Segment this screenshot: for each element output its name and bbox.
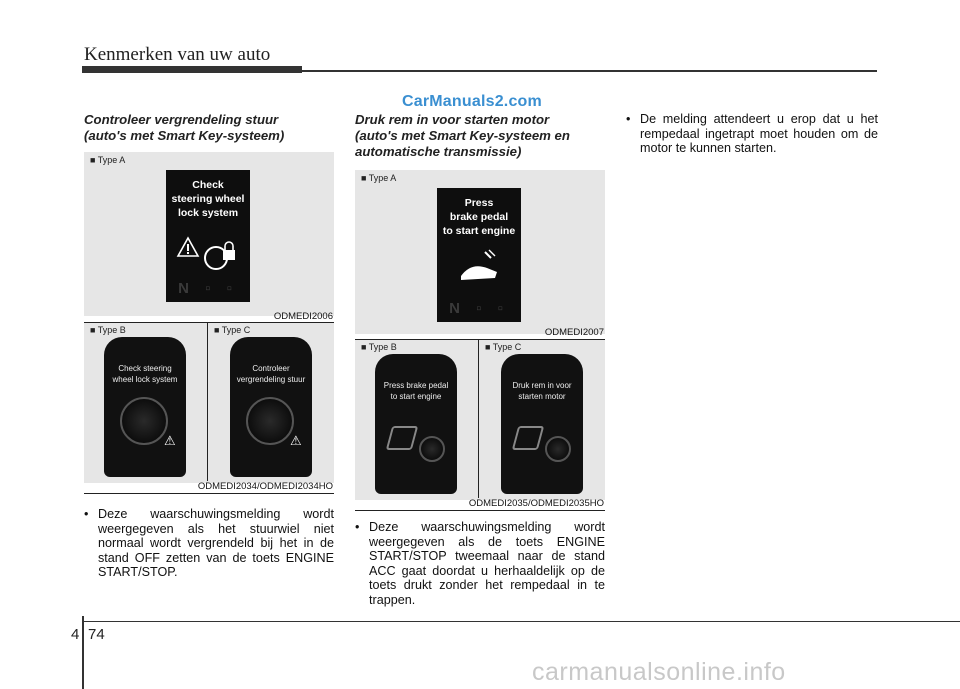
- steering-lock-icon: [176, 236, 242, 276]
- cluster-type-b: [104, 337, 186, 477]
- figure-type-bc-brake: [355, 340, 605, 500]
- type-label-text: Type A: [368, 173, 397, 183]
- figure-type-a-steering: [84, 152, 334, 316]
- cluster-line: Press brake pedal: [383, 381, 449, 390]
- figure-code: ODMEDI2007: [544, 327, 604, 338]
- bullet-paragraph: [626, 112, 878, 156]
- figure-vertical-divider: [207, 323, 208, 481]
- bullet-mark: •: [355, 520, 360, 534]
- warning-icon: ⚠: [164, 433, 176, 448]
- type-label-text: Type A: [97, 155, 126, 165]
- header-rule: [300, 70, 877, 72]
- bullet-mark: •: [84, 507, 89, 521]
- cluster-message: [230, 363, 312, 385]
- lcd-screen-steering: [166, 170, 250, 302]
- bullet-text: Deze waarschuwingsmelding wordt weergegeven als de toets ENGINE START/STOP tweemaal naar de stand ACC gaat doordat u herhaaldelijk op de toets drukt zonder het rempedaal in te trappen.: [369, 520, 605, 607]
- type-label-text: Type C: [492, 342, 522, 352]
- lcd-line: Check: [192, 179, 224, 191]
- brake-pedal-icon: [386, 426, 418, 450]
- cluster-message: [375, 380, 457, 402]
- cluster-message: [104, 363, 186, 385]
- running-header: Kenmerken van uw auto: [84, 44, 271, 65]
- figure-divider: [355, 510, 605, 511]
- section-title-line: (auto's met Smart Key-systeem): [84, 128, 285, 143]
- cluster-line: Druk rem in voor: [512, 381, 572, 390]
- warning-icon: ⚠: [290, 433, 302, 448]
- bullet-text: Deze waarschuwingsmelding wordt weergegeven als het stuurwiel niet normaal wordt vergrendeld bij het in de stand OFF zetten van de toets ENGINE START/STOP.: [98, 507, 334, 580]
- brake-pedal-icon: [457, 246, 501, 284]
- footer-rule: [82, 621, 960, 622]
- type-label-text: Type B: [368, 342, 397, 352]
- type-c-label: ■ Type C: [485, 342, 522, 352]
- figure-divider: [84, 493, 334, 494]
- cluster-line: vergrendeling stuur: [236, 375, 306, 384]
- cluster-line: to start engine: [390, 392, 442, 401]
- type-b-label: ■ Type B: [90, 325, 126, 335]
- bullet-paragraph: [355, 520, 605, 608]
- type-label-text: Type B: [97, 325, 126, 335]
- type-label-text: Type C: [221, 325, 251, 335]
- steering-wheel-icon: [120, 397, 168, 445]
- figure-type-bc-steering: [84, 323, 334, 483]
- lcd-line: to start engine: [442, 225, 516, 237]
- section-title-line: Druk rem in voor starten motor: [355, 112, 550, 127]
- lcd-line: brake pedal: [449, 211, 509, 223]
- lcd-message: [437, 188, 521, 238]
- section-number: 4: [71, 626, 80, 643]
- start-button-icon: [419, 436, 445, 462]
- cluster-type-c: [230, 337, 312, 477]
- figure-type-a-brake: [355, 170, 605, 334]
- figure-vertical-divider: [478, 340, 479, 498]
- lcd-message: [166, 170, 250, 220]
- type-a-label: ■ Type A: [90, 155, 126, 165]
- cluster-type-c: [501, 354, 583, 494]
- section-title-line: (auto's met Smart Key-systeem en: [355, 128, 570, 143]
- lcd-screen-brake: [437, 188, 521, 322]
- section-title-steering-lock: [84, 112, 284, 144]
- cluster-line: Controleer: [252, 364, 290, 373]
- cluster-line: Check steering: [118, 364, 172, 373]
- section-title-line: Controleer vergrendeling stuur: [84, 112, 279, 127]
- watermark-top: CarManuals2.com: [402, 93, 542, 110]
- lcd-line: Press: [464, 197, 494, 209]
- cluster-line: wheel lock system: [112, 375, 178, 384]
- section-title-brake: [355, 112, 570, 160]
- figure-code: ODMEDI2035/ODMEDI2035HO: [468, 498, 604, 509]
- figure-code: ODMEDI2006: [273, 311, 333, 322]
- type-a-label: ■ Type A: [361, 173, 397, 183]
- gear-indicator: N ▫ ▫: [178, 280, 238, 297]
- cluster-message: [501, 380, 583, 402]
- bullet-mark: •: [626, 112, 631, 126]
- type-c-label: ■ Type C: [214, 325, 251, 335]
- lcd-line: steering wheel: [171, 193, 245, 205]
- cluster-line: starten motor: [518, 392, 566, 401]
- gear-indicator: N ▫ ▫: [449, 300, 509, 317]
- header-bar: [82, 66, 302, 73]
- lcd-line: lock system: [177, 207, 239, 219]
- type-b-label: ■ Type B: [361, 342, 397, 352]
- section-title-line: automatische transmissie): [355, 144, 522, 159]
- bullet-text: De melding attendeert u erop dat u het rempedaal ingetrapt moet houden om de motor te kunnen starten.: [640, 112, 878, 156]
- start-button-icon: [545, 436, 571, 462]
- figure-code: ODMEDI2034/ODMEDI2034HO: [197, 481, 333, 492]
- bullet-paragraph: [84, 507, 334, 580]
- steering-wheel-icon: [246, 397, 294, 445]
- brake-pedal-icon: [512, 426, 544, 450]
- footer-vertical-rule: [82, 616, 84, 689]
- watermark-bottom: carmanualsonline.info: [532, 658, 786, 686]
- page-number: 74: [88, 626, 105, 643]
- cluster-type-b: [375, 354, 457, 494]
